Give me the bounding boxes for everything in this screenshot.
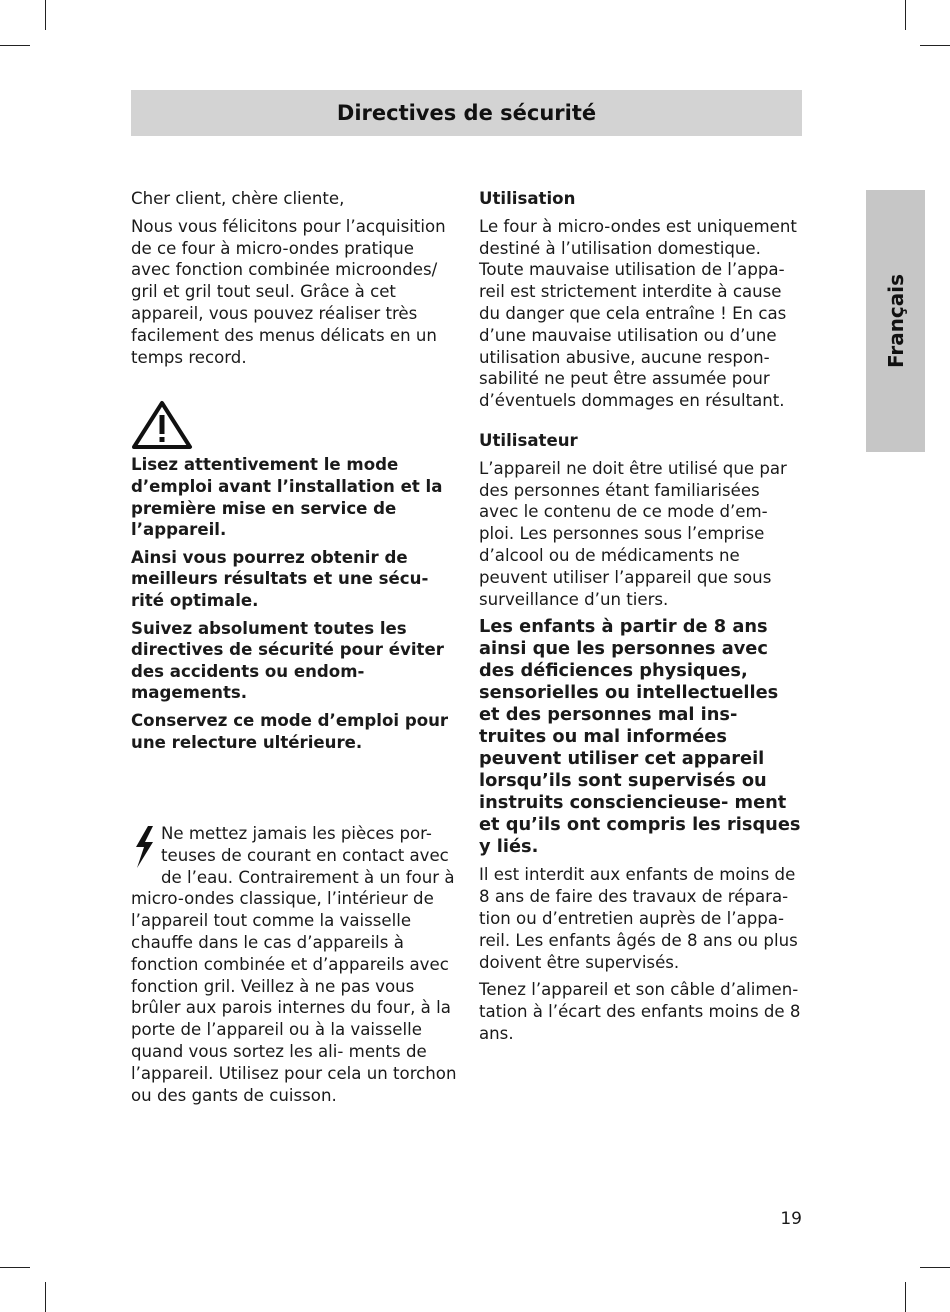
crop-mark — [920, 45, 950, 46]
language-tab — [866, 190, 925, 452]
children-warning: Les enfants à partir de 8 ans ainsi que les personnes avec des déficiences physiques, sensorielles ou intellectuelles et des personnes mal ins- truites ou mal informées peuvent utiliser cet appareil lorsqu’ils sont supervisés ou instruits consciencieuse- ment et qu’ils ont compris les risques y liés. — [479, 616, 801, 858]
right-column — [479, 188, 803, 1051]
greeting: Cher client, chère cliente, — [131, 189, 345, 208]
warning-follow-directives: Suivez absolument toutes les directives de sécurité pour éviter des accidents ou endom- magements. — [131, 618, 444, 703]
language-tab-label: Français — [883, 273, 908, 369]
warning-keep-manual: Conservez ce mode d’emploi pour une relecture ultérieure. — [131, 710, 449, 752]
crop-mark — [920, 1267, 950, 1268]
lightning-bolt-icon — [131, 825, 157, 869]
page-title: Directives de sécurité — [336, 101, 597, 125]
children-text: Il est interdit aux enfants de moins de 8 ans de faire des travaux de répara- tion ou d’entretien auprès de l’appa- reil. Les enfants âgés de 8 ans ou plus doivent être supervisés. — [479, 865, 798, 972]
intro-paragraph: Nous vous félicitons pour l’acquisition de ce four à micro-ondes pratique avec fonction combinée microondes/ gril et gril tout seul. Grâce à cet appareil, vous pouvez réaliser très facilement des menus délicats en un temps record. — [131, 216, 446, 367]
warning-read-manual: Lisez attentivement le mode d’emploi avant l’installation et la première mise en service de l’appareil. — [131, 455, 443, 540]
electric-warning-text: Ne mettez jamais les pièces por- teuses de courant en contact avec de l’eau. Contrairement à un four à micro-ondes classique, l’intérieur de l’appareil tout comme la vaisselle chauffe dans le cas d’appareils à fonction combinée et d’appareils avec fonction gril. Veillez à ne pas vous brûler aux parois internes du four, à la porte de l’appareil ou à la vaisselle quand vous sortez les ali- ments de l’appareil. Utilisez pour cela un torchon ou des gants de cuisson. — [131, 824, 457, 1105]
warning-triangle-icon — [131, 400, 193, 450]
usage-heading: Utilisation — [479, 189, 576, 208]
title-bar — [131, 90, 802, 136]
crop-mark — [45, 0, 46, 30]
left-column — [131, 188, 457, 1112]
page-number: 19 — [780, 1209, 802, 1229]
crop-mark — [0, 1267, 30, 1268]
usage-text: Le four à micro-ondes est uniquement destiné à l’utilisation domestique. Toute mauvaise utilisation de l’appa- reil est strictement interdite à cause du danger que cela entraîne ! En cas d’une mauvaise utilisation ou d’une utilisation abusive, aucune respon- sabilité ne peut être assumée pour d’éventuels dommages en résultant. — [479, 216, 797, 411]
electric-warning — [131, 823, 457, 1106]
user-text: L’appareil ne doit être utilisé que par des personnes étant familiarisées avec le contenu de ce mode d’em- ploi. Les personnes sous l’emprise d’alcool ou de médicaments ne peuvent utiliser l’appareil que sous surveillance d’un tiers. — [479, 458, 787, 609]
cable-text: Tenez l’appareil et son câble d’alimen- tation à l’écart des enfants moins de 8 ans. — [479, 980, 801, 1043]
crop-mark — [45, 1282, 46, 1312]
user-heading: Utilisateur — [479, 430, 578, 450]
warning-better-results: Ainsi vous pourrez obtenir de meilleurs résultats et une sécu- rité optimale. — [131, 547, 429, 610]
crop-mark — [0, 45, 30, 46]
crop-mark — [905, 1282, 906, 1312]
crop-mark — [905, 0, 906, 30]
